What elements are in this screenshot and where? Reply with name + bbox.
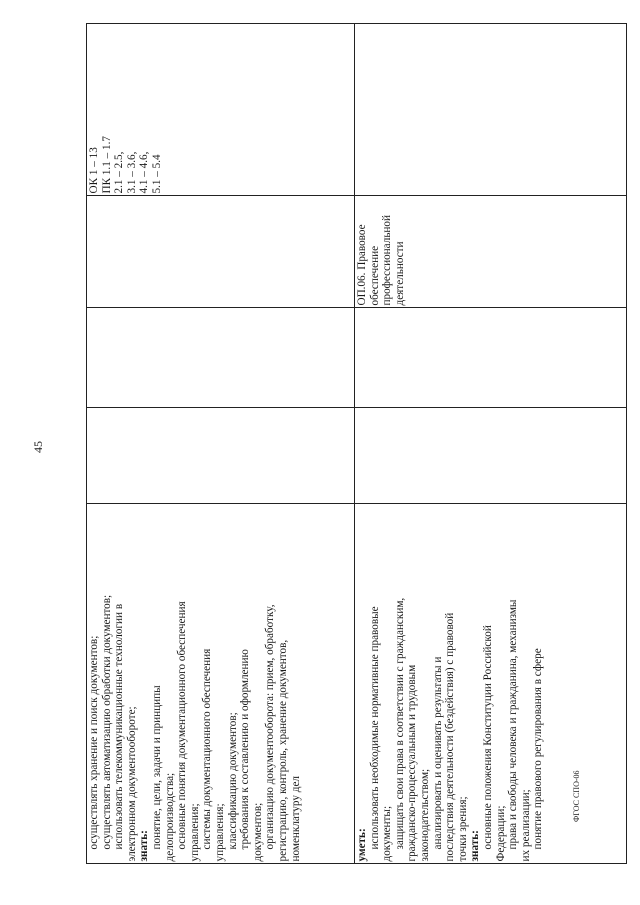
text-line: классификацию документов; bbox=[226, 712, 239, 850]
text-line: использовать необходимые нормативные правовые bbox=[368, 606, 381, 850]
footer-code: ФГОС СПО-06 bbox=[572, 770, 581, 822]
content-lines-row1 bbox=[87, 505, 303, 864]
hours-cell-row1 bbox=[87, 408, 355, 504]
text-line: 5.1 – 5.4 bbox=[150, 154, 163, 194]
text-line: электронном документообороте; bbox=[125, 706, 138, 862]
text-line: осуществлять хранение и поиск документов; bbox=[88, 635, 100, 850]
text-line: знать: bbox=[469, 830, 482, 862]
text-line: Федерации; bbox=[494, 805, 507, 862]
hours-cell-row1-b bbox=[87, 308, 355, 408]
text-line: документов; bbox=[251, 802, 264, 862]
competency-cell-row2 bbox=[355, 24, 627, 196]
table-row bbox=[87, 24, 355, 864]
text-line: организацию документооборота: прием, обработку, bbox=[264, 604, 277, 850]
text-line: знать: bbox=[138, 830, 151, 862]
text-line: основные положения Конституции Российской bbox=[481, 625, 494, 850]
text-line: требования к составлению и оформлению bbox=[239, 649, 252, 850]
text-line: точки зрения; bbox=[456, 796, 469, 862]
text-line: ОП.06. Правовое bbox=[356, 224, 368, 306]
text-line: основные понятия документационного обеспечения bbox=[176, 601, 189, 850]
text-line: законодательством; bbox=[418, 768, 431, 862]
text-line: понятие, цели, задачи и принципы bbox=[150, 685, 163, 850]
text-line: понятие правового регулирования в сфере bbox=[532, 648, 545, 850]
discipline-lines-row2 bbox=[355, 197, 407, 308]
competency-lines-row1 bbox=[87, 25, 165, 196]
text-line: защищать свои права в соответствии с гражданским, bbox=[393, 597, 406, 850]
text-line: последствия деятельности (бездействия) с правовой bbox=[444, 612, 457, 862]
text-line: использовать телекоммуникационные технологии в bbox=[113, 603, 126, 850]
text-line: 2.1 – 2.5, bbox=[113, 151, 126, 194]
text-line: документы; bbox=[381, 805, 394, 862]
hours-cell-row2-b bbox=[355, 308, 627, 408]
text-line: 4.1 – 4.6, bbox=[138, 151, 151, 194]
text-line: профессиональной bbox=[381, 215, 394, 306]
table-row bbox=[355, 24, 627, 864]
text-line: гражданско-процессуальным и трудовым bbox=[406, 664, 419, 862]
competency-cell-row1 bbox=[87, 24, 355, 196]
content-cell-row1 bbox=[87, 504, 355, 864]
text-line: управления; bbox=[213, 803, 226, 862]
text-line: уметь: bbox=[356, 828, 368, 862]
text-line: осуществлять автоматизацию обработки документов; bbox=[100, 594, 113, 850]
text-line: делопроизводства; bbox=[163, 772, 176, 862]
text-line: номенклатуру дел bbox=[289, 775, 302, 862]
text-line: регистрацию, контроль, хранение документов, bbox=[276, 639, 289, 862]
text-line: права и свободы человека и гражданина, механизмы bbox=[507, 599, 520, 850]
hours-cell-row2 bbox=[355, 408, 627, 504]
discipline-cell-row2 bbox=[355, 196, 627, 308]
text-line: деятельности bbox=[393, 241, 406, 306]
text-line: ОК 1 – 13 bbox=[88, 147, 100, 194]
text-line: управления; bbox=[188, 803, 201, 862]
page-number: 45 bbox=[31, 441, 45, 453]
text-line: анализировать и оценивать результаты и bbox=[431, 656, 444, 850]
curriculum-table bbox=[86, 24, 627, 865]
text-line: 3.1 – 3.6, bbox=[125, 151, 138, 194]
rotated-sheet bbox=[86, 24, 626, 864]
text-line: системы документационного обеспечения bbox=[201, 648, 214, 850]
table-rotor bbox=[86, 24, 626, 864]
text-line: обеспечение bbox=[368, 245, 381, 306]
content-lines-row2 bbox=[355, 505, 546, 864]
text-line: ПК 1.1 – 1.7 bbox=[100, 136, 113, 194]
discipline-cell-row1 bbox=[87, 196, 355, 308]
text-line: их реализации; bbox=[519, 789, 532, 862]
